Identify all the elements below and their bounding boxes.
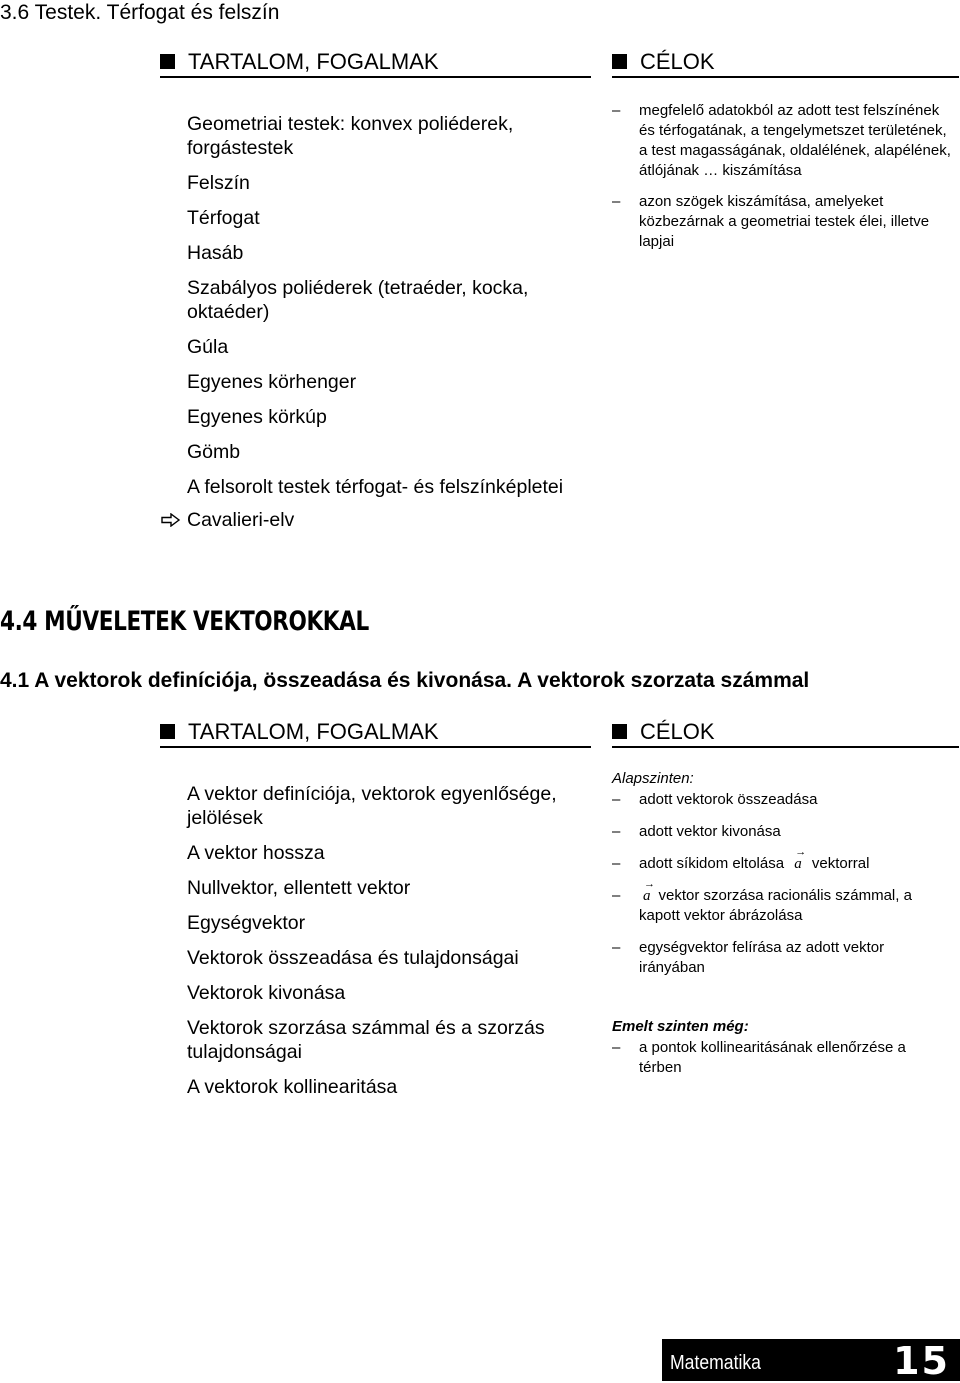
list-item (612, 790, 952, 810)
list-item: Felszín (187, 172, 250, 194)
goal-text: megfelelő adatokból az adott test felszínének és térfogatának, a tengelymetszet területének, a test magasságának, oldalélének, alapélének, átlójának … kiszámítása (639, 102, 951, 179)
list-item: Térfogat (187, 207, 260, 229)
goals-header-rule (612, 76, 959, 78)
list-item: Vektorok kivonása (187, 982, 346, 1004)
content-header (160, 48, 439, 76)
advanced-level-label: Emelt szinten még: (612, 1018, 749, 1035)
list-item: Vektorok összeadása és tulajdonságai (187, 947, 519, 969)
list-item: Nullvektor, ellentett vektor (187, 877, 411, 899)
advanced-goals-list (612, 1038, 952, 1078)
dash-bullet: – (612, 887, 621, 904)
content-list (187, 112, 587, 510)
square-bullet-icon (160, 724, 175, 739)
goal-text: adott vektorok összeadása (639, 791, 818, 808)
square-bullet-icon (612, 54, 627, 69)
goal-text: vektor szorzása racionális számmal, a kapott vektor ábrázolása (639, 887, 912, 924)
goal-text: adott vektor kivonása (639, 823, 781, 840)
list-item: Hasáb (187, 242, 244, 264)
list-item: A vektor definíciója, vektorok egyenlősége, jelölések (187, 783, 557, 829)
page-footer (662, 1339, 960, 1381)
subject-label: Matematika (670, 1352, 761, 1374)
goals-header-rule (612, 746, 959, 748)
list-item (612, 192, 952, 252)
square-bullet-icon (612, 724, 627, 739)
goal-text: azon szögek kiszámítása, amelyeket közbezárnak a geometriai testek élei, illetve lapjai (639, 193, 930, 250)
list-item (612, 854, 952, 874)
content-header-rule (160, 76, 591, 78)
list-item: Gömb (187, 441, 241, 463)
section-title: 3.6 Testek. Térfogat és felszín (0, 1, 280, 24)
content-header-rule (160, 746, 591, 748)
dash-bullet: – (612, 823, 621, 840)
subsection-title: 4.1 A vektorok definíciója, összeadása és kivonása. A vektorok szorzata számmal (0, 669, 810, 692)
dash-bullet: – (612, 791, 621, 808)
list-item: Szabályos poliéderek (tetraéder, kocka, oktaéder) (187, 277, 529, 323)
list-item (612, 822, 952, 842)
goals-header (612, 48, 715, 76)
list-item: A vektor hossza (187, 842, 325, 864)
list-item: A vektorok kollinearitása (187, 1076, 398, 1098)
list-item (612, 1038, 952, 1078)
dash-bullet: – (612, 1039, 621, 1056)
list-item (612, 938, 952, 978)
list-item: Gúla (187, 336, 229, 358)
list-item (612, 101, 952, 181)
list-item: Vektorok szorzása számmal és a szorzás tulajdonságai (187, 1017, 545, 1063)
goal-text: a pontok kollinearitásának ellenőrzése a térben (639, 1039, 906, 1076)
list-item: Egységvektor (187, 912, 306, 934)
basic-goals-list (612, 790, 952, 978)
goals-list (612, 101, 952, 252)
hollow-arrow-icon (161, 513, 181, 527)
square-bullet-icon (160, 54, 175, 69)
vector-symbol: → a (643, 886, 651, 906)
list-item: Egyenes körhenger (187, 371, 357, 393)
dash-bullet: – (612, 855, 621, 872)
chapter-title: 4.4 MŰVELETEK VEKTOROKKAL (0, 606, 369, 637)
list-item: Geometriai testek: konvex poliéderek, forgástestek (187, 113, 514, 159)
goal-text: adott síkidom eltolása (639, 855, 785, 872)
vector-symbol: → a (794, 854, 802, 874)
goal-text: egységvektor felírása az adott vektor irányában (639, 939, 885, 976)
goals-header-label: CÉLOK (640, 719, 715, 744)
content-header-label: TARTALOM, FOGALMAK (188, 719, 439, 744)
content-header-label: TARTALOM, FOGALMAK (188, 49, 439, 74)
list-item: Egyenes körkúp (187, 406, 327, 428)
goals-header-label: CÉLOK (640, 49, 715, 74)
content-list (187, 782, 587, 1099)
goals-header (612, 718, 715, 746)
page-number: 15 (893, 1339, 950, 1383)
arrow-item: Cavalieri-elv (187, 509, 295, 531)
list-item: A felsorolt testek térfogat- és felszínképletei (187, 476, 564, 498)
dash-bullet: – (612, 939, 621, 956)
dash-bullet: – (612, 193, 621, 210)
list-item (612, 886, 952, 926)
dash-bullet: – (612, 102, 621, 119)
basic-level-label: Alapszinten: (612, 770, 694, 787)
content-header (160, 718, 439, 746)
goal-text: vektorral (811, 855, 870, 872)
